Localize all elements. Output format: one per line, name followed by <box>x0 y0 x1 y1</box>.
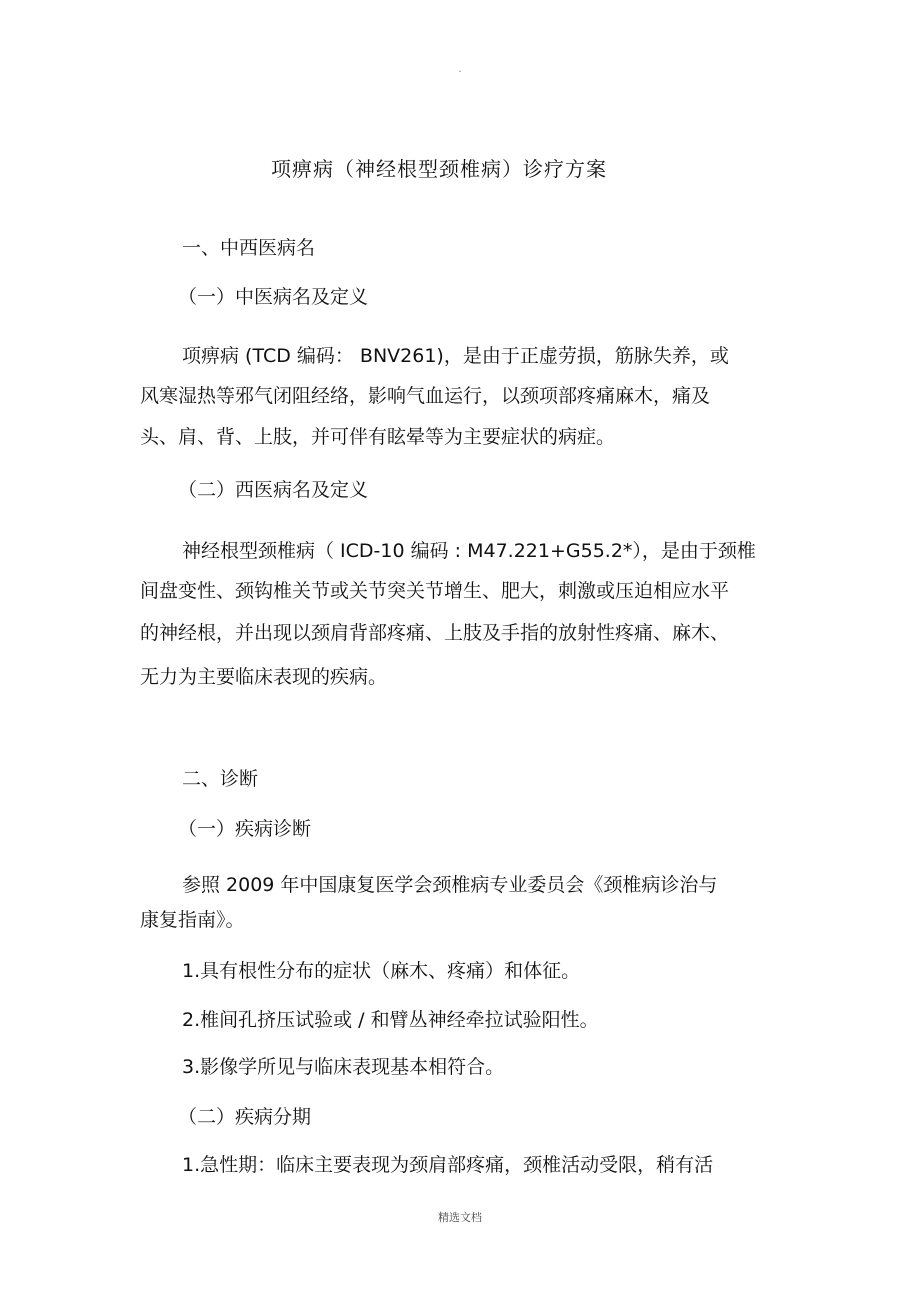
paragraph-line: 参照 2009 年中国康复医学会颈椎病专业委员会《颈椎病诊治与 <box>182 874 718 896</box>
subsection-heading-staging: （二）疾病分期 <box>178 1106 312 1128</box>
list-item: 2.椎间孔挤压试验或 / 和臂丛神经牵拉试验阳性。 <box>182 1009 599 1031</box>
header-mark: . <box>458 64 462 75</box>
list-item: 1.急性期：临床主要表现为颈肩部疼痛，颈椎活动受限，稍有活 <box>182 1154 714 1176</box>
paragraph-line: 的神经根，并出现以颈肩背部疼痛、上肢及手指的放射性疼痛、麻木、 <box>140 622 730 644</box>
paragraph-line: 头、肩、背、上肢，并可伴有眩晕等为主要症状的病症。 <box>140 426 616 448</box>
paragraph-line: 康复指南》。 <box>140 909 245 931</box>
page-footer: 精选文档 <box>438 1211 482 1224</box>
list-item: 1.具有根性分布的症状（麻木、疼痛）和体征。 <box>182 960 581 982</box>
section-heading-2: 二、诊断 <box>182 768 259 790</box>
paragraph-line: 风寒湿热等邪气闭阻经络，影响气血运行，以颈项部疼痛麻木，痛及 <box>140 385 711 407</box>
paragraph-line: 间盘变性、颈钩椎关节或关节突关节增生、肥大，刺激或压迫相应水平 <box>140 580 730 602</box>
subsection-heading-western: （二）西医病名及定义 <box>178 479 369 501</box>
section-heading-1: 一、中西医病名 <box>182 237 316 259</box>
paragraph-line: 项痹病 (TCD 编码： BNV261)，是由于正虚劳损，筋脉失养，或 <box>182 345 729 367</box>
subsection-heading-diagnosis: （一）疾病诊断 <box>178 818 312 840</box>
list-item: 3.影像学所见与临床表现基本相符合。 <box>182 1056 505 1078</box>
paragraph-line: 无力为主要临床表现的疾病。 <box>140 666 388 688</box>
subsection-heading-tcm: （一）中医病名及定义 <box>178 286 369 308</box>
paragraph-line: 神经根型颈椎病（ ICD-10 编码 : M47.221+G55.2*），是由于颈椎 <box>182 540 756 562</box>
document-title: 项痹病（神经根型颈椎病）诊疗方案 <box>271 157 607 181</box>
